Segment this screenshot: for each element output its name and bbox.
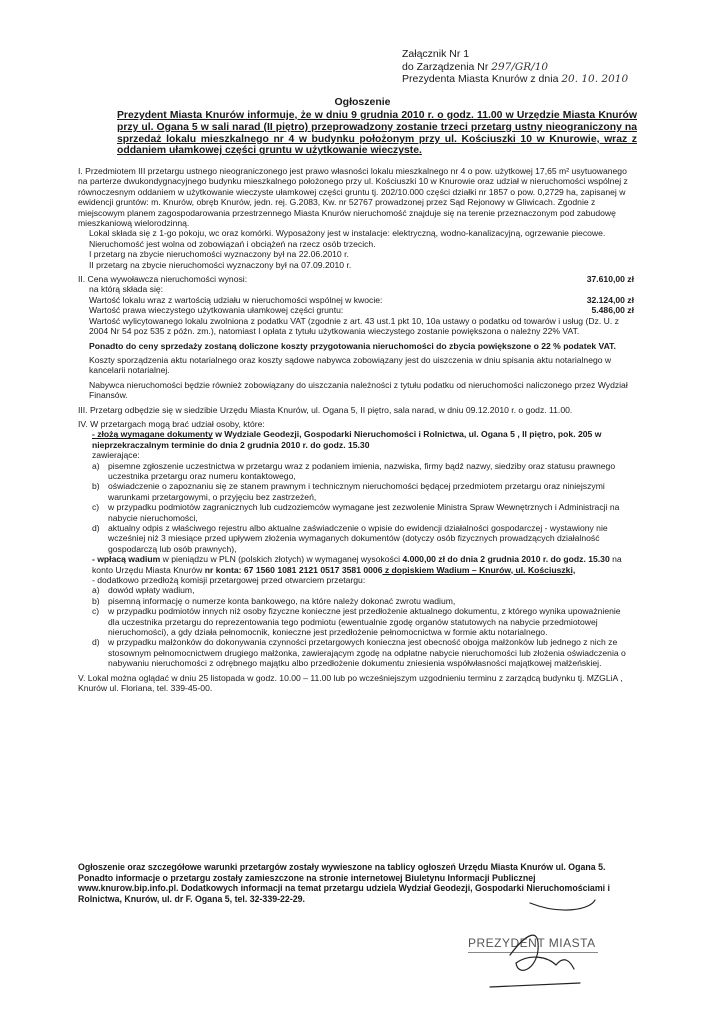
price-item-2 — [78, 305, 634, 315]
documents-requirement — [78, 429, 634, 450]
price-item-1 — [78, 295, 634, 305]
mayor-stamp: PREZYDENT MIASTA — [468, 936, 596, 950]
section-4 — [78, 419, 634, 669]
section-1-rooms: Lokal składa się z 1-go pokoju, wc oraz komórki. Wyposażony jest w instalacje: elektryczną, wodno-kanalizacyjną, ogrzewanie piecowe. — [89, 228, 606, 239]
price-total-row — [78, 274, 634, 284]
commission-requirement: - dodatkowo przedłożą komisji przetargowej przed otwarciem przetargu: — [92, 575, 366, 586]
section-5 — [78, 673, 634, 694]
section-1-subject: I. Przedmiotem III przetargu ustnego nieograniczonego jest prawo własności lokalu mieszkalnego nr 4 o pow. użytkowej 17,65 m² usytuowanego na parterze dwukondygnacyjnego budynku mieszkalnego położonego przy ul. Kościuszki 10 w Knurowie oraz udział w nieruchomości wspólnej z równoczesnym oddaniem w użytkowanie wieczyste ułamkowej części gruntu tj. 202/10.000 części działki nr 1857 o pow. 0,2729 ha, zapisanej w ewidencji gruntów: m. Knurów, obręb Knurów, jedn. rej. G.2083, Kw. nr 52767 prowadzonej przez Sąd Rejonowy w Gliwicach. Zgodnie z miejscowym planem zagospodarowania przestrzennego Miasta Knurów nieruchomość znajduje się na terenie przeznaczonym pod zabudowę mieszkaniową wielorodzinną. — [78, 166, 628, 229]
attachment-header — [402, 48, 628, 86]
notary-note: Koszty sporządzenia aktu notarialnego oraz koszty sądowe nabywca zobowiązany jest do uiszczenia w dniu spisania aktu notarialnego w kancelarii notarialnej. — [89, 354, 612, 376]
tax-note: Nabywca nieruchomości będzie również zobowiązany do uiszczania należności z tytułu podatku od nieruchomości naliczonego przez Wydział Finansów. — [89, 379, 628, 401]
list-item: a) dowód wpłaty wadium, — [92, 585, 195, 596]
price-intro: II. Cena wywoławcza nieruchomości wynosi: — [78, 274, 248, 285]
cost-note: Ponadto do ceny sprzedaży zostaną doliczone koszty przygotowania nieruchomości do zbycia powiększone o 22 % podatek VAT. — [89, 340, 616, 351]
section-3 — [78, 405, 634, 415]
section-1-encumbrance: Nieruchomość jest wolna od zobowiązań i obciążeń na rzecz osób trzecich. — [89, 238, 376, 249]
section-1-second-tender: II przetarg na zbycie nieruchomości wyznaczony był na 07.09.2010 r. — [89, 259, 352, 270]
section-2 — [78, 274, 634, 400]
vat-note: Wartość wylicytowanego lokalu zwolniona z podatku VAT (zgodnie z art. 43 ust.1 pkt 10, 10a ustawy o podatku od towarów i usług (Dz. U. z 2004 Nr 54 poz 535 z późn. zm.), natomiast I opłata z tytułu użytkowania wieczystego zostanie powiększona o należny 22% VAT. — [89, 315, 619, 337]
commission-list — [78, 585, 634, 668]
ordinance-number: 297/GR/10 — [491, 60, 549, 73]
lead-announcement: Prezydent Miasta Knurów informuje, że w dniu 9 grudnia 2010 r. o godz. 11.00 w Urzędzie Miasta Knurów przy ul. Ogana 5 w sali narad (II piętro) przeprowadzony zostanie trzeci przetarg ustny nieograniczony na sprzedaż lokalu mieszkalnego nr 4 w budynku położonym przy ul. Kościuszki 10 w Knurowie, wraz z oddaniem ułamkowej części gruntu w użytkowanie wieczyste. — [117, 110, 637, 157]
list-item: a) pisemne zgłoszenie uczestnictwa w przetargu wraz z podaniem imienia, nazwiska, firmy bądź nazwy, siedziby oraz statusu prawnego uczestnika przetargu oraz numeru kontaktowego, — [92, 460, 616, 481]
mayor-date-line — [402, 73, 628, 86]
list-item: b) oświadczenie o zapoznaniu się ze stanem prawnym i technicznym nieruchomości będącej przedmiotem przetargu oraz niniejszymi warunkami przetargowymi, o przyjęciu bez zastrzeżeń, — [92, 481, 605, 502]
list-item: d) w przypadku małżonków do dokonywania czynności przetargowych konieczna jest obecność obojga małżonków lub jednego z nich ze stosownym pełnomocnictwem drugiego małżonka, zawierającym zgodę na odpłatne nabycie nieruchomości lub złożenia oświadczenia o nabywaniu nieruchomości z odrębnego majątku albo przedłożenie dokumentu zniesienia współwłasności majątkowej małżeńskiej. — [92, 637, 626, 669]
attachment-label: Załącznik Nr 1 — [402, 48, 470, 60]
price-composition: na którą składa się: — [89, 284, 164, 295]
documents-requirement-place: w Wydziale Geodezji, Gospodarki Nieruchomości i Rolnictwa, ul. Ogana 5 , II piętro, pok. 205 w nieprzekraczalnym terminie do dnia 2 grudnia 2010 r. do godz. 15.30 — [92, 429, 602, 450]
bank-account: nr konta: 67 1560 1081 2121 0517 3581 0006 — [204, 564, 383, 575]
document-title: Ogłoszenie — [334, 96, 391, 108]
document-body — [78, 166, 634, 694]
participants-intro: IV. W przetargach mogą brać udział osoby, które: — [78, 418, 265, 429]
price-item-2-value: 5.486,00 zł — [591, 305, 634, 316]
list-item: c) w przypadku podmiotów zagranicznych lub cudzoziemców wymagane jest zezwolenie Ministra Spraw Wewnętrznych i Administracji na nabycie nieruchomości, — [92, 502, 620, 523]
ordinance-date: 20. 10. 2010 — [561, 73, 629, 85]
price-item-1-value: 32.124,00 zł — [586, 294, 634, 305]
ordinance-line — [402, 61, 628, 74]
price-item-1-label: Wartość lokalu wraz z wartością udziału w nieruchomości wspólnej w kwocie: — [89, 294, 383, 305]
list-item: b) pisemną informację o numerze konta bankowego, na które należy dokonać zwrotu wadium, — [92, 595, 456, 606]
deposit-requirement: - wpłacą wadium w pieniądzu w PLN (polskich złotych) w wymaganej wysokości 4.000,00 zł do dnia 2 grudnia 2010 r. do godz. 15.30 na konto Urzędu Miasta Knurów nr konta: 67 1560 1081 2121 0517 3581 0006 z dopiskiem Wadium – Knurów, ul. Kościuszki, — [92, 554, 622, 575]
documents-list — [78, 461, 634, 555]
section-1 — [78, 166, 634, 270]
tender-location: III. Przetarg odbędzie się w siedzibie Urzędu Miasta Knurów, ul. Ogana 5, II piętro, sala narad, w dniu 09.12.2010 r. o godz. 11.00. — [78, 404, 573, 415]
footer-notice: Ogłoszenie oraz szczegółowe warunki przetargów zostały wywieszone na tablicy ogłoszeń Urzędu Miasta Knurów ul. Ogana 5. Ponadto informacje o przetargu zostały zamieszczone na stronie internetowej Biuletynu Informacji Publicznej www.knurow.bip.info.pl. Dodatkowych informacji na temat przetargu udziela Wydział Geodezji, Gospodarki Nieruchomościami i Rolnictwa, Knurów, ul. dr F. Ogana 5, tel. 32-339-22-29. — [78, 862, 610, 904]
list-item: d) aktualny odpis z właściwego rejestru albo aktualne zaświadczenie o wpisie do ewidencji działalności gospodarczej - wystawiony nie wcześniej niż 3 miesiące przed upływem złożenia wymaganych dokumentów (dotyczy osób fizycznych prowadzących działalność gospodarczą lub osób prawnych), — [92, 523, 608, 554]
ordinance-prefix: do Zarządzenia Nr — [402, 60, 489, 73]
price-item-2-label: Wartość prawa wieczystego użytkowania ułamkowej części gruntu: — [89, 305, 344, 316]
section-1-first-tender: I przetarg na zbycie nieruchomości wyznaczony był na 22.06.2010 r. — [89, 249, 349, 260]
viewing-info: V. Lokal można oglądać w dniu 25 listopada w godz. 10.00 – 11.00 lub po wcześniejszym uzgodnieniu terminu z zarządcą budynku tj. MZGLiA , Knurów ul. Floriana, tel. 339-45-00. — [78, 672, 623, 694]
price-total: 37.610,00 zł — [586, 274, 634, 285]
documents-requirement-tail: zawierające: — [92, 450, 140, 461]
signature-icon — [470, 895, 610, 995]
mayor-date-prefix: Prezydenta Miasta Knurów z dnia — [402, 73, 559, 85]
documents-requirement-lead: - złożą wymagane dokumenty — [92, 429, 213, 440]
list-item: c) w przypadku podmiotów innych niż osoby fizyczne konieczne jest przedłożenie aktualnego dokumentu, z którego wynika upoważnienie dla uczestnika przetargu do reprezentowania tego podmiotu (ewentualnie zgodę organów statutowych na nabycie przedmiotowej nieruchomości), a gdy działa pełnomocnik, konieczne jest przedłożenie pełnomocnictwa w formie aktu notarialnego. — [92, 606, 621, 638]
